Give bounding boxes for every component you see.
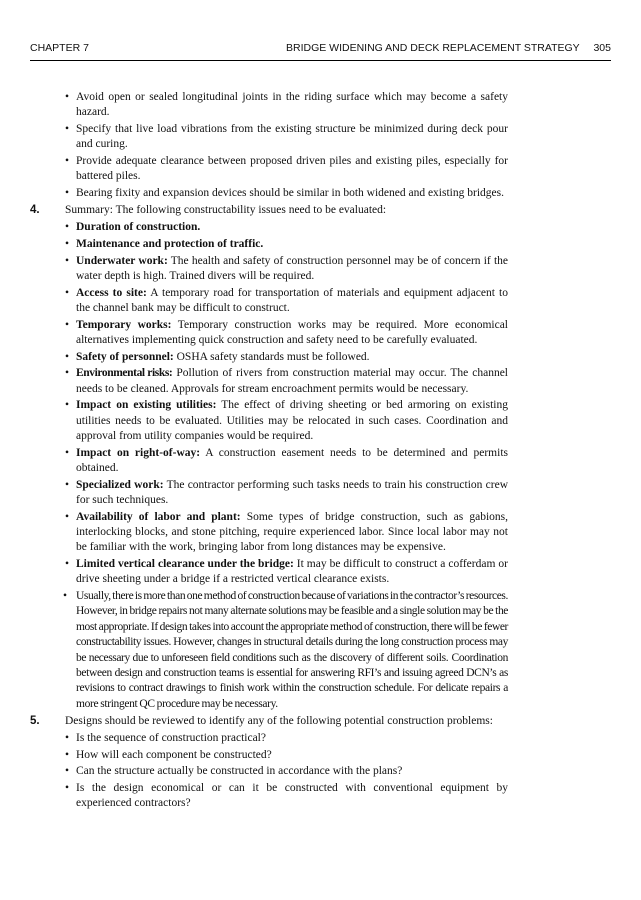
bullet-item (46, 318, 508, 349)
item-text: Designs should be reviewed to identify any of the following potential construction problems: (65, 714, 493, 727)
bullet-term: Environmental risks: (76, 367, 173, 380)
chapter-label: CHAPTER 7 (30, 42, 89, 54)
bullet-term: Access to site: (76, 286, 147, 299)
bullet-text: OSHA safety standards must be followed. (173, 350, 370, 363)
bullet-text: A construction easement needs to be determined and permits obtained. (76, 446, 508, 474)
page-body (30, 90, 509, 813)
bullet-item (46, 510, 508, 556)
bullet-item (46, 254, 508, 285)
bullet-item: • How will each component be constructed? (46, 748, 508, 763)
bullet-item (46, 589, 508, 712)
bullet-item (46, 220, 508, 235)
numbered-item-5 (30, 714, 508, 729)
bullet-text: Pollution of rivers from construction material may occur. The channel needs to be cleaned. Approvals for stream encroachment permits would be necessary. (76, 367, 508, 395)
running-title: BRIDGE WIDENING AND DECK REPLACEMENT STRATEGY (286, 42, 580, 54)
bullet-text: Temporary construction works may be required. More economical alternatives implementing quick construction and safety need to be carefully evaluated. (76, 318, 508, 346)
bullet-text: The health and safety of construction personnel may be of concern if the water depth is high. Trained divers will be required. (76, 254, 509, 282)
bullet-text: as the discovery of different soils. Coordination between design and construction teams is essential for answering RFI’s and issuing agreed DCN’s as revisions to contract drawings to finish work within the construction schedule. For delicate repairs a more stringent QC procedure may be necessary. (76, 651, 508, 710)
bullet-term: Temporary works: (76, 318, 172, 331)
bullet-item (46, 446, 508, 477)
bullet-item (46, 398, 508, 444)
bullet-item (46, 366, 508, 397)
bullet-term: Duration of construction. (76, 221, 201, 234)
bullet-item (46, 237, 508, 252)
item-number: 4. (30, 203, 40, 216)
bullet-term: Maintenance and protection of traffic. (76, 237, 264, 250)
bullet-item: • Specify that live load vibrations from the existing structure be minimized during deck pour and curing. (46, 122, 508, 153)
bullet-text: It may be difficult to construct a cofferdam or drive sheeting under a bridge if a restricted vertical clearance exists. (76, 557, 508, 586)
bullet-term: Availability of labor and plant: (76, 510, 241, 523)
item-number: 5. (30, 714, 40, 727)
bullet-item (46, 478, 508, 509)
item-text: Summary: The following constructability issues need to be evaluated: (65, 203, 387, 216)
numbered-item-4 (30, 203, 508, 218)
bullet-item (46, 286, 508, 317)
bullet-term: Impact on right-of-way: (76, 446, 201, 459)
bullet-text: The contractor performing such tasks needs to train his construction crew for such techniques. (76, 478, 508, 506)
bullet-term: Underwater work: (76, 254, 168, 267)
bullet-term: Specialized work: (76, 478, 164, 491)
bullet-term: Limited vertical clearance under the bridge: (76, 557, 294, 570)
bullet-item: • Is the design economical or can it be constructed with conventional equipment by experienced contractors? (46, 781, 508, 812)
bullet-item: • Provide adequate clearance between proposed driven piles and existing piles, especially for battered piles. (46, 154, 508, 185)
bullet-text: A temporary road for transportation of materials and equipment adjacent to the channel bank may be difficult to construct. (76, 286, 508, 314)
bullet-item: • Is the sequence of construction practical? (46, 731, 508, 746)
bullet-text: The effect of driving sheeting or bed armoring on existing utilities needs to be evaluated. Utilities may be relocated in such cases. Coordination and approval from utility companies would be required. (76, 399, 508, 442)
bullet-text: Some types of bridge construction, such as gabions, interlocking blocks, and stone pitching, require experienced labor. Since local labor may not be familiar with the work, bringing labor from long distances may be expensive. (76, 510, 509, 554)
bullet-item: • Avoid open or sealed longitudinal joints in the riding surface which may become a safety hazard. (46, 90, 508, 121)
bullet-item: • Bearing fixity and expansion devices should be similar in both widened and existing bridges. (46, 186, 508, 201)
bullet-item: • Can the structure actually be constructed in accordance with the plans? (46, 764, 508, 779)
page-number: 305 (593, 42, 611, 54)
bullet-term: Safety of personnel: (76, 350, 174, 363)
bullet-item (46, 350, 508, 365)
bullet-item (46, 557, 508, 588)
bullet-text-condensed: Usually, there is more than one method of construction because of variations in the contractor’s resources. However, in bridge repairs not many alternate solutions may be feasible and a single solution may be the most appropriate. If design takes into account the appropriate method of construction, there will be fewer constructability issues. However, changes in structural details during the long construction process may be necessary due to unforeseen field conditions such (76, 589, 508, 664)
bullet-term: Impact on existing utilities: (76, 399, 217, 412)
running-header (30, 40, 611, 61)
